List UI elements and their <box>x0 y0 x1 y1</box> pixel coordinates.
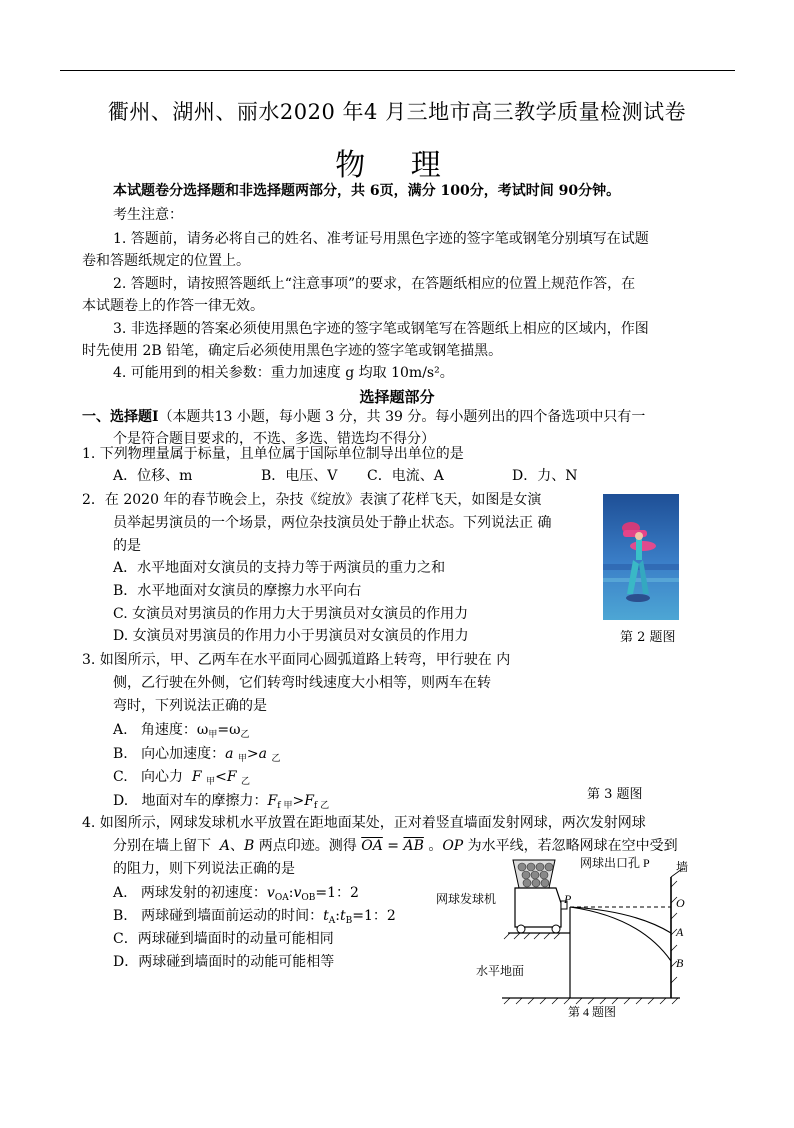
figure-4-ground-label: 水平地面 <box>476 964 525 978</box>
q2-option-a: A．水平地面对女演员的支持力等于两演员的重力之和 <box>113 560 446 576</box>
q2-stem-line-1: 2．在 2020 年的春节晚会上，杂技《绽放》表演了花样飞天，如图是女演 <box>82 492 542 508</box>
figure-4-outlet-label: 网球出口孔 P <box>580 856 650 870</box>
q1-option-a: A．位移、m <box>113 468 193 484</box>
figure-4-point-a: A <box>676 925 684 939</box>
section-title: 选择题部分 <box>359 388 435 406</box>
notice-heading: 考生注意： <box>113 207 183 223</box>
q3-stem-line-3: 弯时，下列说法正确的是 <box>113 698 267 714</box>
note-3-line-1: 3. 非选择题的答案必须使用黑色字迹的签字笔或钢笔写在答题纸上相应的区域内，作图 <box>113 321 649 337</box>
q1-option-b: B．电压、V <box>261 468 338 484</box>
q4-stem-line-3: 的阻力，则下列说法正确的是 <box>113 861 295 877</box>
q4-option-b: B. 两球碰到墙面前运动的时间：$t_A:t_B=1$：2 <box>113 908 396 926</box>
q2-option-b: B．水平地面对女演员的摩擦力水平向右 <box>113 583 362 599</box>
q4-stem-line-2: 分别在墙上留下 A、B 两点印迹。测得 $\overline{OA} = \overline{AB}$ 。OP 为水平线，若忽略网球在空中受到 <box>113 838 678 854</box>
section-heading: 一、选择题Ⅰ <box>82 409 159 425</box>
exam-summary: 本试题卷分选择题和非选择题两部分，共 6页，满分 100分，考试时间 90分钟。 <box>113 183 621 199</box>
q4-option-d: D．两球碰到墙面时的动能可能相等 <box>113 954 335 970</box>
q2-stem-line-2: 员举起男演员的一个场景，两位杂技演员处于静止状态。下列说法正 确 <box>113 515 552 531</box>
exam-title: 衢州、湖州、丽水2020 年4 月三地市高三教学质量检测试卷 <box>107 100 687 124</box>
figure-3-caption: 第 3 题图 <box>587 787 643 802</box>
figure-4-point-o: O <box>676 896 685 910</box>
q2-option-c: C. 女演员对男演员的作用力大于男演员对女演员的作用力 <box>113 606 469 622</box>
acrobatics-photo <box>603 494 679 620</box>
q3-stem-line-1: 3. 如图所示，甲、乙两车在水平面同心圆弧道路上转弯，甲行驶在 内 <box>82 652 511 668</box>
figure-4-machine-label: 网球发球机 <box>436 892 497 906</box>
note-1-line-2: 卷和答题纸规定的位置上。 <box>82 253 250 269</box>
section-desc-line-2: 个是符合题目要求的，不选、多选、错选均不得分） <box>113 431 435 447</box>
q3-option-c: C. 向心力 F $_甲$<F $_乙$ <box>113 769 251 787</box>
q3-option-d: D. 地面对车的摩擦力：$F_{f 甲}>F_{f 乙}$ <box>113 793 330 811</box>
q4-option-c: C．两球碰到墙面时的动量可能相同 <box>113 931 334 947</box>
note-2-line-1: 2. 答题时，请按照答题纸上“注意事项”的要求，在答题纸相应的位置上规范作答，在 <box>113 276 636 292</box>
figure-4-wall-label: 墙 <box>676 860 689 874</box>
note-2-line-2: 本试题卷上的作答一律无效。 <box>82 298 264 314</box>
q3-stem-line-2: 侧，乙行驶在外侧，它们转弯时线速度大小相等，则两车在转 <box>113 675 491 691</box>
q1-option-c: C．电流、A <box>367 468 444 484</box>
figure-4-point-p: P <box>564 892 572 906</box>
note-1-line-1: 1. 答题前，请务必将自己的姓名、准考证号用黑色字迹的签字笔或钢笔分别填写在试题 <box>113 231 649 247</box>
q1-option-d: D．力、N <box>512 468 578 484</box>
subject-title: 物 理 <box>335 148 459 183</box>
header-rule <box>60 70 735 71</box>
figure-4-point-b: B <box>676 956 684 970</box>
q3-option-a: A. 角速度：$\omega_甲=\omega_乙$ <box>113 722 250 740</box>
q2-option-d: D. 女演员对男演员的作用力小于男演员对女演员的作用力 <box>113 628 469 644</box>
q3-option-b: B. 向心加速度：a $_甲$>a $_乙$ <box>113 746 281 764</box>
figure-2-caption: 第 2 题图 <box>620 630 676 645</box>
section-desc-line-1: （本题共13 小题，每小题 3 分，共 39 分。每小题列出的四个备选项中只有一 <box>158 409 646 425</box>
figure-4-diagram <box>430 855 730 1020</box>
note-3-line-2: 时先使用 2B 铅笔，确定后必须使用黑色字迹的签字笔或钢笔描黑。 <box>82 343 503 359</box>
section-heading-row <box>82 406 645 428</box>
q1-stem: 1. 下列物理量属于标量，且单位属于国际单位制导出单位的是 <box>82 446 464 462</box>
q2-stem-line-3: 的是 <box>113 538 141 554</box>
figure-4-caption: 第 4 题图 <box>568 1005 617 1019</box>
note-4-line-1: 4. 可能用到的相关参数：重力加速度 g 均取 10m/s²。 <box>113 365 454 381</box>
q4-stem-line-1: 4. 如图所示，网球发球机水平放置在距地面某处，正对着竖直墙面发射网球，两次发射网球 <box>82 815 646 831</box>
q4-option-a: A. 两球发射的初速度：$v_{OA}:v_{OB}=1$：2 <box>113 885 359 903</box>
